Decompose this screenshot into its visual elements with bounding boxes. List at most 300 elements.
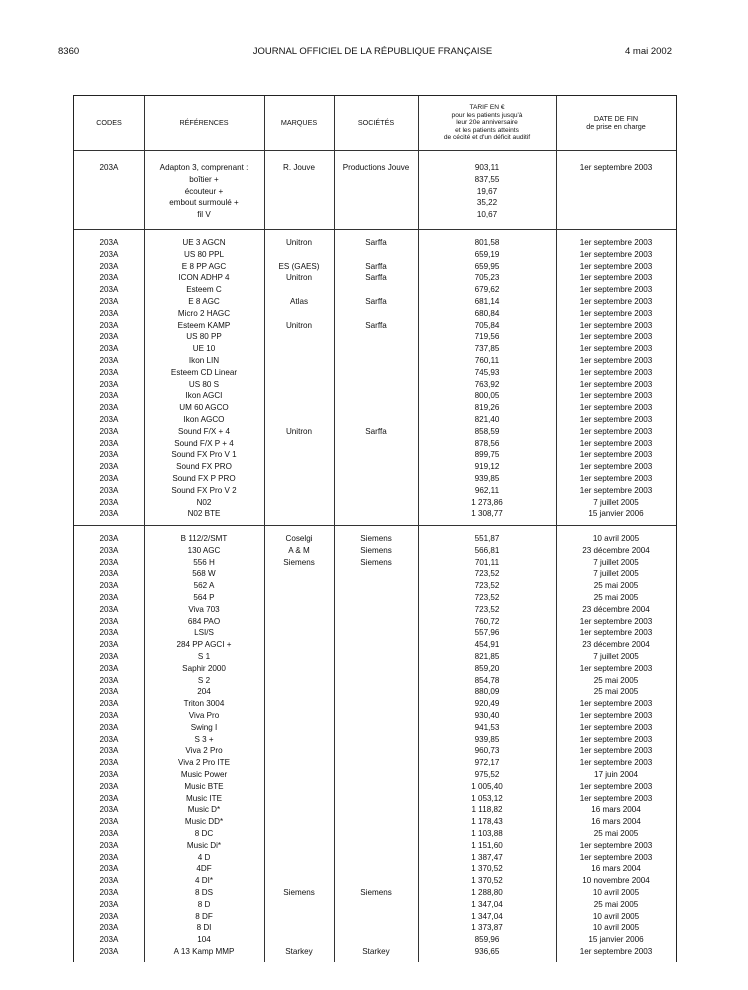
- table-row: [74, 174, 676, 186]
- cell-tarif: 854,78: [474, 675, 500, 685]
- cell-societe: Sarffa: [365, 238, 387, 247]
- table-row: [74, 675, 676, 687]
- header-codes: CODES: [96, 118, 122, 127]
- cell-tarif: 936,65: [474, 947, 500, 956]
- table-row: [74, 284, 676, 296]
- table-row: [74, 722, 676, 734]
- cell-code: 203A: [99, 781, 119, 791]
- table-row: [74, 209, 676, 221]
- table-row: [74, 804, 676, 816]
- cell-marque: Unitron: [285, 238, 313, 247]
- cell-code: 203A: [99, 876, 119, 886]
- table-row: [74, 639, 676, 651]
- table-row: [74, 816, 676, 828]
- cell-date-fin: 1er septembre 2003: [579, 249, 653, 259]
- table-row: [74, 757, 676, 769]
- cell-marque: A & M: [288, 545, 310, 555]
- cell-code: 203A: [99, 534, 119, 543]
- cell-date-fin: 1er septembre 2003: [579, 438, 653, 448]
- cell-code: 203A: [99, 297, 119, 306]
- cell-date-fin: 1er septembre 2003: [579, 415, 653, 424]
- cell-date-fin: 1er septembre 2003: [579, 320, 653, 330]
- cell-code: 203A: [99, 663, 119, 673]
- cell-code: 203A: [99, 344, 119, 354]
- cell-reference: Triton 3004: [183, 699, 225, 709]
- cell-marque: Siemens: [283, 557, 315, 567]
- cell-tarif: 1 103,88: [471, 829, 503, 838]
- cell-societe: Sarffa: [365, 261, 387, 271]
- cell-reference: 8 DI: [196, 923, 212, 933]
- cell-reference: Sound FX Pro V 1: [171, 450, 237, 460]
- cell-tarif: 941,53: [474, 722, 500, 732]
- cell-reference: 4 D: [197, 852, 211, 862]
- page-number: 8360: [58, 46, 80, 57]
- cell-code: 203A: [99, 628, 119, 638]
- table-row: [74, 261, 676, 273]
- cell-tarif: 930,40: [474, 711, 500, 720]
- table-row: [74, 272, 676, 284]
- cell-societe: Siemens: [360, 888, 392, 897]
- cell-societe: Sarffa: [365, 273, 387, 283]
- cell-date-fin: 1er septembre 2003: [579, 332, 653, 342]
- cell-marque: Coselgi: [285, 534, 313, 543]
- cell-code: 203A: [99, 734, 119, 744]
- header-societes: SOCIÉTÉS: [357, 118, 395, 127]
- cell-date-fin: 1er septembre 2003: [579, 285, 653, 295]
- cell-code: 203A: [99, 746, 119, 756]
- cell-reference: Viva 2 Pro ITE: [177, 758, 231, 768]
- cell-reference: 564 P: [193, 593, 215, 602]
- publication-date: 4 mai 2002: [624, 46, 672, 57]
- cell-reference: Swing I: [190, 722, 218, 732]
- cell-code: 203A: [99, 840, 119, 850]
- table-row: [74, 449, 676, 461]
- cell-tarif: 10,67: [476, 210, 498, 220]
- cell-date-fin: 1er septembre 2003: [579, 711, 653, 720]
- header-references: RÉFÉRENCES: [179, 118, 229, 127]
- cell-code: 203A: [99, 947, 119, 956]
- cell-tarif: 763,92: [474, 379, 500, 389]
- table-row: [74, 828, 676, 840]
- table-row: [74, 769, 676, 781]
- table-row: [74, 296, 676, 308]
- cell-reference: E 8 AGC: [188, 297, 220, 306]
- cell-tarif: 1 118,82: [471, 805, 503, 815]
- cell-date-fin: 16 mars 2004: [591, 817, 641, 827]
- cell-date-fin: 1er septembre 2003: [579, 462, 653, 472]
- table-row: [74, 568, 676, 580]
- cell-tarif: 858,59: [474, 426, 500, 436]
- table-row: [74, 604, 676, 616]
- table-row: [74, 887, 676, 899]
- cell-code: 203A: [99, 332, 119, 342]
- cell-reference: S 3 +: [194, 734, 214, 744]
- cell-reference: Ikon AGCI: [185, 391, 223, 401]
- cell-reference: 556 H: [193, 557, 215, 567]
- cell-tarif: 1 373,87: [471, 923, 503, 933]
- cell-code: 203A: [99, 899, 119, 909]
- table-row: [74, 438, 676, 450]
- table-row: [74, 580, 676, 592]
- table-row: [74, 616, 676, 628]
- cell-code: 203A: [99, 593, 119, 602]
- group-divider: [74, 525, 676, 526]
- cell-tarif: 821,40: [474, 415, 500, 424]
- cell-reference: 568 W: [192, 569, 216, 579]
- cell-tarif: 659,95: [474, 261, 500, 271]
- cell-date-fin: 25 mai 2005: [593, 593, 639, 602]
- cell-marque: Unitron: [285, 426, 313, 436]
- cell-code: 203A: [99, 722, 119, 732]
- cell-code: 203A: [99, 379, 119, 389]
- cell-tarif: 1 053,12: [471, 793, 503, 803]
- table-row: [74, 946, 676, 958]
- cell-date-fin: 10 avril 2005: [592, 534, 640, 543]
- cell-date-fin: 10 avril 2005: [592, 911, 640, 921]
- cell-date-fin: 15 janvier 2006: [588, 935, 644, 945]
- cell-date-fin: 1er septembre 2003: [579, 616, 653, 626]
- table-row: [74, 911, 676, 923]
- cell-date-fin: 16 mars 2004: [591, 864, 641, 874]
- cell-code: 203A: [99, 238, 119, 247]
- cell-reference: 562 A: [193, 581, 215, 591]
- cell-reference: 130 AGC: [187, 545, 221, 555]
- table-row: [74, 922, 676, 934]
- cell-reference: 8 D: [197, 899, 211, 909]
- cell-reference: Sound FX PRO: [176, 462, 232, 472]
- cell-code: 203A: [99, 604, 119, 614]
- cell-tarif: 920,49: [474, 699, 500, 709]
- cell-code: 203A: [99, 509, 119, 519]
- table-row: [74, 651, 676, 663]
- cell-date-fin: 25 mai 2005: [593, 899, 639, 909]
- cell-reference: 8 DF: [195, 911, 213, 921]
- cell-societe: Siemens: [360, 534, 392, 543]
- cell-date-fin: 23 décembre 2004: [582, 640, 650, 650]
- cell-tarif: 1 151,60: [471, 840, 503, 850]
- cell-reference: E 8 PP AGC: [181, 261, 227, 271]
- cell-code: 203A: [99, 163, 119, 172]
- cell-tarif: 705,84: [474, 320, 500, 330]
- cell-date-fin: 1er septembre 2003: [579, 403, 653, 413]
- table-row: [74, 320, 676, 332]
- cell-societe: Starkey: [362, 947, 390, 956]
- table-row: [74, 485, 676, 497]
- cell-code: 203A: [99, 852, 119, 862]
- cell-code: 203A: [99, 923, 119, 933]
- cell-date-fin: 1er septembre 2003: [579, 746, 653, 756]
- cell-date-fin: 10 avril 2005: [592, 923, 640, 933]
- cell-reference: 8 DS: [195, 888, 213, 897]
- cell-reference: S 2: [197, 675, 211, 685]
- cell-reference: écouteur +: [184, 186, 224, 196]
- cell-tarif: 1 387,47: [471, 852, 503, 862]
- cell-tarif: 801,58: [474, 238, 500, 247]
- cell-reference: Sound F/X P + 4: [174, 438, 234, 448]
- cell-reference: Ikon LIN: [188, 356, 220, 365]
- cell-reference: ICON ADHP 4: [178, 273, 230, 283]
- cell-code: 203A: [99, 770, 119, 779]
- cell-date-fin: 15 janvier 2006: [588, 509, 644, 519]
- table-row: [74, 934, 676, 946]
- cell-date-fin: 1er septembre 2003: [579, 426, 653, 436]
- cell-reference: LSI/S: [194, 628, 214, 638]
- cell-marque: Starkey: [285, 947, 313, 956]
- cell-tarif: 719,56: [474, 332, 500, 342]
- table-row: [74, 308, 676, 320]
- cell-reference: 4 DI*: [195, 876, 213, 886]
- cell-reference: Micro 2 HAGC: [177, 308, 231, 318]
- table-row: [74, 162, 676, 174]
- cell-societe: Sarffa: [365, 426, 387, 436]
- cell-reference: US 80 S: [188, 379, 220, 389]
- cell-code: 203A: [99, 569, 119, 579]
- cell-tarif: 566,81: [474, 545, 500, 555]
- cell-date-fin: 7 juillet 2005: [593, 557, 639, 567]
- cell-code: 203A: [99, 415, 119, 424]
- cell-tarif: 551,87: [474, 534, 500, 543]
- journal-title: JOURNAL OFFICIEL DE LA RÉPUBLIQUE FRANÇAISE: [252, 46, 493, 57]
- table-row: [74, 545, 676, 557]
- cell-date-fin: 1er septembre 2003: [579, 699, 653, 709]
- cell-date-fin: 1er septembre 2003: [579, 852, 653, 862]
- cell-code: 203A: [99, 758, 119, 768]
- table-row: [74, 473, 676, 485]
- cell-date-fin: 1er septembre 2003: [579, 308, 653, 318]
- cell-code: 203A: [99, 391, 119, 401]
- cell-date-fin: 1er septembre 2003: [579, 485, 653, 495]
- cell-reference: 8 DC: [194, 829, 214, 838]
- cell-reference: Sound FX Pro V 2: [171, 485, 237, 495]
- cell-societe: Siemens: [360, 557, 392, 567]
- cell-date-fin: 7 juillet 2005: [593, 652, 639, 661]
- cell-reference: 104: [197, 935, 211, 945]
- page-header: [58, 46, 672, 60]
- cell-tarif: 899,75: [474, 450, 500, 460]
- cell-reference: Viva Pro: [188, 711, 220, 720]
- cell-tarif: 819,26: [474, 403, 500, 413]
- cell-tarif: 659,19: [474, 249, 500, 259]
- table-row: [74, 698, 676, 710]
- table-row: [74, 734, 676, 746]
- cell-tarif: 760,72: [474, 616, 500, 626]
- cell-code: 203A: [99, 829, 119, 838]
- cell-code: 203A: [99, 699, 119, 709]
- cell-tarif: 939,85: [474, 474, 500, 483]
- table-row: [74, 663, 676, 675]
- cell-reference: US 80 PPL: [183, 249, 225, 259]
- cell-code: 203A: [99, 557, 119, 567]
- cell-reference: UE 3 AGCN: [182, 238, 226, 247]
- cell-date-fin: 1er septembre 2003: [579, 273, 653, 283]
- cell-code: 203A: [99, 426, 119, 436]
- cell-code: 203A: [99, 285, 119, 295]
- table-row: [74, 197, 676, 209]
- cell-marque: Siemens: [283, 888, 315, 897]
- cell-date-fin: 25 mai 2005: [593, 687, 639, 697]
- table-row: [74, 331, 676, 343]
- cell-date-fin: 1er septembre 2003: [579, 391, 653, 401]
- cell-date-fin: 1er septembre 2003: [579, 297, 653, 306]
- cell-code: 203A: [99, 450, 119, 460]
- cell-date-fin: 1er septembre 2003: [579, 734, 653, 744]
- cell-reference: Viva 703: [188, 604, 220, 614]
- cell-societe: Sarffa: [365, 297, 387, 306]
- cell-tarif: 859,20: [474, 663, 500, 673]
- header-divider: [74, 150, 676, 151]
- cell-tarif: 939,85: [474, 734, 500, 744]
- cell-tarif: 557,96: [474, 628, 500, 638]
- table-row: [74, 343, 676, 355]
- cell-reference: Saphir 2000: [182, 663, 226, 673]
- header-tarif: TARIF EN € pour les patients jusqu'à leur 20e anniversaire et les patients atteints de cécité et d'un déficit auditif: [443, 104, 531, 142]
- table-row: [74, 863, 676, 875]
- cell-date-fin: 16 mars 2004: [591, 805, 641, 815]
- cell-code: 203A: [99, 403, 119, 413]
- table-row: [74, 557, 676, 569]
- cell-reference: 4DF: [196, 864, 212, 874]
- cell-date-fin: 10 avril 2005: [592, 888, 640, 897]
- cell-tarif: 679,62: [474, 285, 500, 295]
- cell-date-fin: 1er septembre 2003: [579, 450, 653, 460]
- cell-date-fin: 1er septembre 2003: [579, 474, 653, 483]
- cell-reference: N02 BTE: [187, 509, 221, 519]
- cell-tarif: 1 347,04: [471, 911, 503, 921]
- table-row: [74, 840, 676, 852]
- table-row: [74, 592, 676, 604]
- cell-date-fin: 25 mai 2005: [593, 675, 639, 685]
- cell-reference: Music DD*: [184, 817, 224, 827]
- cell-tarif: 878,56: [474, 438, 500, 448]
- cell-reference: B 112/2/SMT: [180, 534, 228, 543]
- cell-tarif: 454,91: [474, 640, 500, 650]
- cell-code: 203A: [99, 497, 119, 507]
- cell-tarif: 919,12: [474, 462, 500, 472]
- cell-societe: Sarffa: [365, 320, 387, 330]
- table-row: [74, 390, 676, 402]
- cell-tarif: 972,17: [474, 758, 500, 768]
- cell-tarif: 837,55: [474, 174, 500, 184]
- cell-date-fin: 25 mai 2005: [593, 581, 639, 591]
- cell-date-fin: 1er septembre 2003: [579, 758, 653, 768]
- cell-date-fin: 1er septembre 2003: [579, 663, 653, 673]
- cell-date-fin: 1er septembre 2003: [579, 261, 653, 271]
- cell-tarif: 880,09: [474, 687, 500, 697]
- cell-reference: embout surmoulé +: [169, 198, 239, 208]
- cell-code: 203A: [99, 474, 119, 483]
- cell-reference: fil V: [197, 210, 211, 220]
- header-date-fin: DATE DE FIN de prise en charge: [586, 114, 646, 131]
- cell-tarif: 1 370,52: [471, 864, 503, 874]
- cell-tarif: 962,11: [474, 485, 500, 495]
- table-row: [74, 402, 676, 414]
- cell-reference: Ikon AGCO: [183, 415, 225, 424]
- cell-tarif: 1 288,80: [471, 888, 503, 897]
- cell-code: 203A: [99, 462, 119, 472]
- cell-date-fin: 1er septembre 2003: [579, 628, 653, 638]
- cell-code: 203A: [99, 485, 119, 495]
- cell-reference: Music BTE: [184, 781, 224, 791]
- cell-code: 203A: [99, 545, 119, 555]
- cell-marque: R. Jouve: [283, 163, 315, 172]
- cell-code: 203A: [99, 308, 119, 318]
- cell-reference: Music D*: [187, 805, 221, 815]
- cell-reference: 684 PAO: [187, 616, 221, 626]
- table-row: [74, 686, 676, 698]
- table-row: [74, 710, 676, 722]
- cell-date-fin: 1er septembre 2003: [579, 367, 653, 377]
- cell-reference: N02: [196, 497, 212, 507]
- cell-tarif: 737,85: [474, 344, 500, 354]
- cell-date-fin: 1er septembre 2003: [579, 781, 653, 791]
- cell-code: 203A: [99, 675, 119, 685]
- cell-date-fin: 23 décembre 2004: [582, 604, 650, 614]
- table-row: [74, 367, 676, 379]
- cell-tarif: 19,67: [476, 186, 498, 196]
- cell-reference: UE 10: [192, 344, 216, 354]
- cell-tarif: 723,52: [474, 581, 500, 591]
- table-row: [74, 249, 676, 261]
- cell-code: 203A: [99, 911, 119, 921]
- cell-marque: Atlas: [290, 297, 308, 306]
- cell-date-fin: 1er septembre 2003: [579, 722, 653, 732]
- cell-reference: 204: [197, 687, 211, 697]
- cell-tarif: 723,52: [474, 604, 500, 614]
- cell-code: 203A: [99, 640, 119, 650]
- cell-marque: Unitron: [285, 320, 313, 330]
- cell-date-fin: 1er septembre 2003: [579, 344, 653, 354]
- cell-date-fin: 23 décembre 2004: [582, 545, 650, 555]
- table-row: [74, 745, 676, 757]
- table-row: [74, 426, 676, 438]
- cell-tarif: 821,85: [474, 652, 500, 661]
- cell-code: 203A: [99, 438, 119, 448]
- cell-code: 203A: [99, 261, 119, 271]
- cell-tarif: 859,96: [474, 935, 500, 945]
- table-row: [74, 627, 676, 639]
- cell-tarif: 975,52: [474, 770, 500, 779]
- cell-code: 203A: [99, 652, 119, 661]
- cell-date-fin: 1er septembre 2003: [579, 947, 653, 956]
- cell-date-fin: 1er septembre 2003: [579, 793, 653, 803]
- cell-date-fin: 1er septembre 2003: [579, 840, 653, 850]
- cell-code: 203A: [99, 320, 119, 330]
- table-row: [74, 497, 676, 509]
- cell-code: 203A: [99, 817, 119, 827]
- cell-tarif: 1 370,52: [471, 876, 503, 886]
- cell-marque: Unitron: [285, 273, 313, 283]
- cell-tarif: 705,23: [474, 273, 500, 283]
- cell-tarif: 960,73: [474, 746, 500, 756]
- cell-tarif: 1 308,77: [471, 509, 503, 519]
- cell-date-fin: 10 novembre 2004: [582, 876, 650, 886]
- cell-reference: US 80 PP: [186, 332, 222, 342]
- table-row: [74, 355, 676, 367]
- cell-reference: Music Di*: [186, 840, 222, 850]
- cell-code: 203A: [99, 888, 119, 897]
- cell-tarif: 1 005,40: [471, 781, 503, 791]
- cell-tarif: 680,84: [474, 308, 500, 318]
- cell-code: 203A: [99, 367, 119, 377]
- table-row: [74, 508, 676, 520]
- table-row: [74, 781, 676, 793]
- cell-date-fin: 1er septembre 2003: [579, 163, 653, 172]
- cell-date-fin: 1er septembre 2003: [579, 379, 653, 389]
- cell-tarif: 903,11: [474, 163, 500, 172]
- cell-code: 203A: [99, 581, 119, 591]
- cell-reference: Music ITE: [186, 793, 222, 803]
- cell-tarif: 760,11: [474, 356, 500, 365]
